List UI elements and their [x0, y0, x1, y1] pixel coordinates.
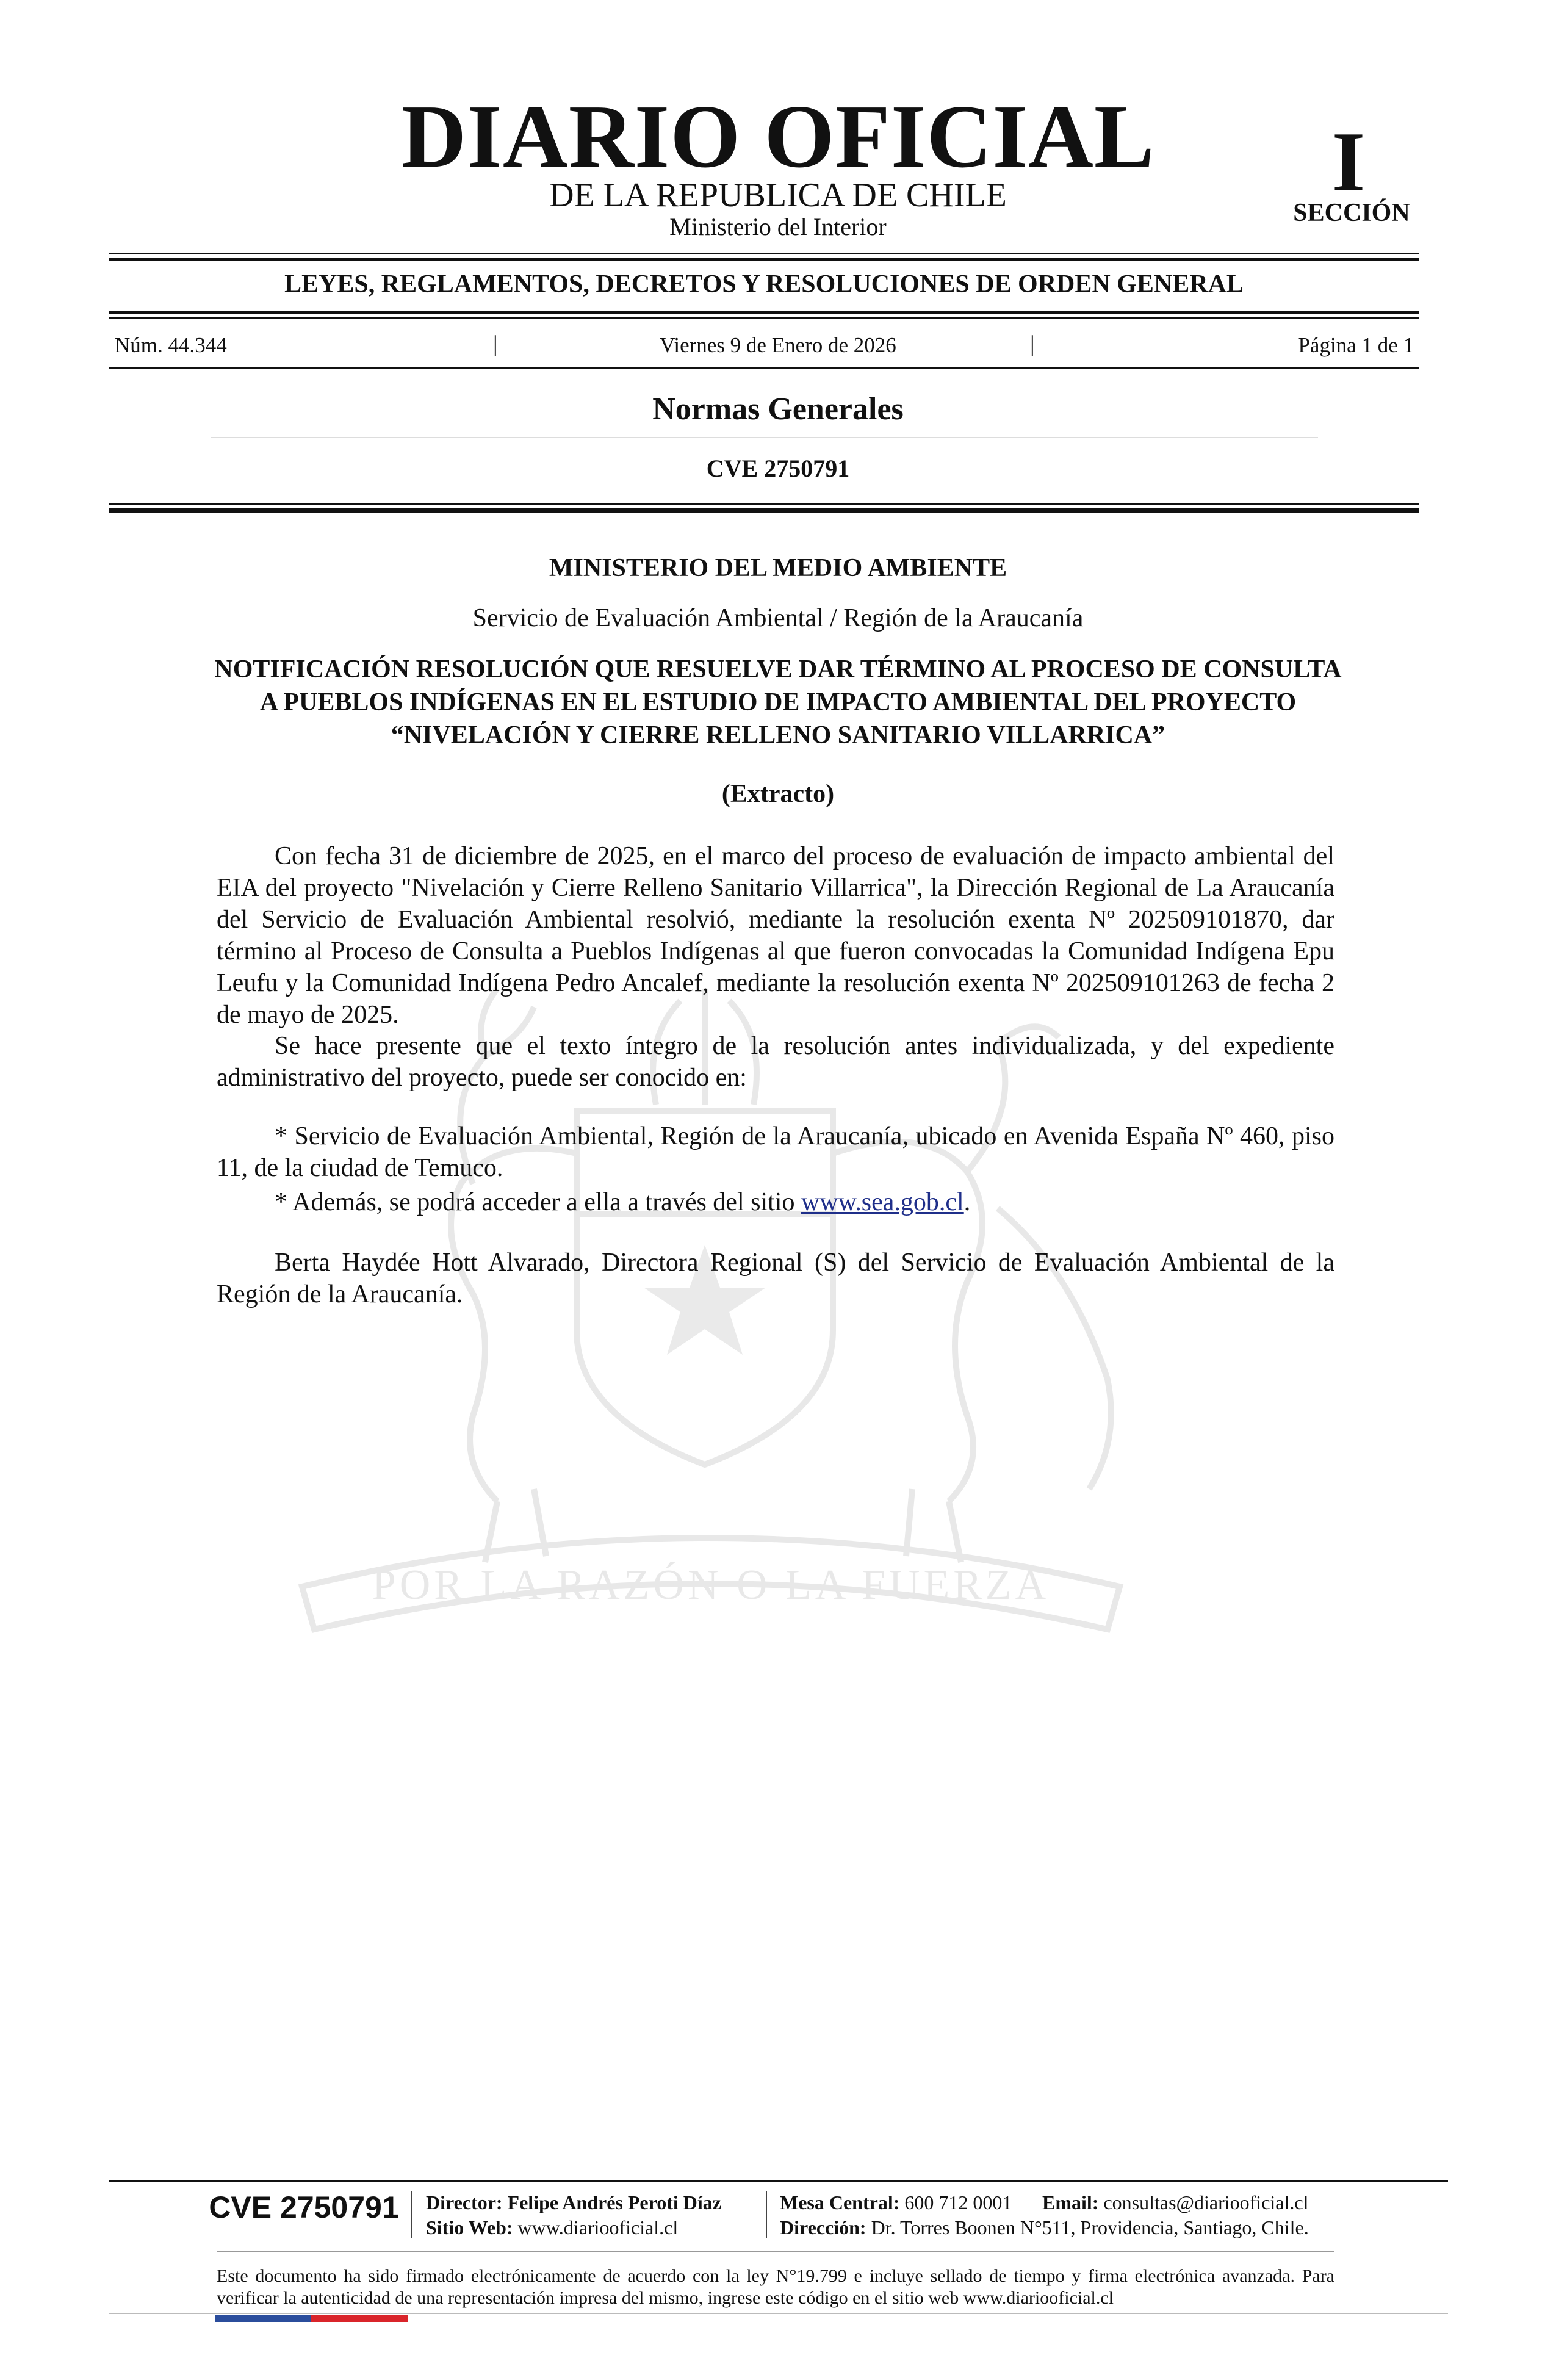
footer-rule: [109, 2180, 1448, 2182]
resolution-title: NOTIFICACIÓN RESOLUCIÓN QUE RESUELVE DAR TÉRMINO AL PROCESO DE CONSULTA A PUEBLOS INDÍGENAS EN EL ESTUDIO DE IMPACTO AMBIENTAL DEL PROYECTO “NIVELACIÓN Y CIERRE RELLENO SANITARIO VILLARRICA”: [214, 655, 1342, 749]
section-divider: [211, 437, 1318, 438]
footer-cve-code: CVE 2750791: [209, 2190, 399, 2224]
cve-rule: [109, 508, 1419, 513]
email-value[interactable]: consultas@diariooficial.cl: [1103, 2191, 1309, 2213]
section-number: I: [1331, 115, 1366, 209]
footer-divider: [411, 2191, 412, 2238]
sea-website-link[interactable]: www.sea.gob.cl: [801, 1188, 964, 1216]
issue-rule: [109, 367, 1419, 369]
footer-website: [426, 2218, 678, 2237]
site-label: Sitio Web:: [426, 2216, 513, 2238]
director-name: Felipe Andrés Peroti Díaz: [507, 2191, 721, 2213]
issue-date: Viernes 9 de Enero de 2026: [660, 333, 896, 357]
footer-email: [1042, 2193, 1308, 2212]
body-paragraph: Con fecha 31 de diciembre de 2025, en el marco del proceso de evaluación de impacto ambiental del EIA del proyecto "Nivelación y Cierre Relleno Sanitario Villarrica", la Dirección Regional de La Araucanía del Servicio de Evaluación Ambiental resolvió, mediante la resolución exenta Nº 202509101870, dar término al Proceso de Consulta a Pueblos Indígenas al que fueron convocadas la Comunidad Indígena Epu Leufu y la Comunidad Indígena Pedro Ancalef, mediante la resolución exenta Nº 202509101263 de fecha 2 de mayo de 2025.: [217, 842, 1334, 1029]
cve-rule: [109, 503, 1419, 505]
address-value: Dr. Torres Boonen N°511, Providencia, Santiago, Chile.: [871, 2216, 1309, 2238]
email-label: Email:: [1042, 2191, 1099, 2213]
website-prefix: * Además, se podrá acceder a ella a través del sitio: [275, 1188, 795, 1216]
service-subheading: Servicio de Evaluación Ambiental / Región de la Araucanía: [472, 604, 1084, 632]
flag-stripe-blue: [215, 2315, 311, 2322]
footer-phone: [780, 2193, 1012, 2212]
header-rule: [109, 258, 1419, 261]
newspaper-title: DIARIO OFICIAL: [401, 87, 1155, 187]
extract-label: (Extracto): [721, 780, 835, 808]
section-title: Normas Generales: [652, 392, 904, 427]
director-label: Director:: [426, 2191, 503, 2213]
banner-rule: [109, 317, 1419, 319]
issue-separator: |: [493, 331, 498, 357]
cve-code: CVE 2750791: [706, 455, 850, 482]
issue-separator: |: [1030, 331, 1035, 357]
address-label: Dirección:: [780, 2216, 866, 2238]
watermark-motto: POR LA RAZÓN O LA FUERZA: [372, 1562, 1050, 1609]
section-label: SECCIÓN: [1293, 199, 1410, 227]
website-paragraph: [217, 1186, 1334, 1218]
footer-address: [780, 2218, 1309, 2237]
website-suffix: .: [963, 1188, 971, 1216]
agency-heading: MINISTERIO DEL MEDIO AMBIENTE: [549, 554, 1007, 582]
newspaper-subtitle: DE LA REPUBLICA DE CHILE: [549, 176, 1007, 214]
laws-banner: LEYES, REGLAMENTOS, DECRETOS Y RESOLUCIONES DE ORDEN GENERAL: [284, 270, 1244, 298]
body-paragraph: Se hace presente que el texto íntegro de la resolución antes individualizada, y del expediente administrativo del proyecto, puede ser conocido en:: [217, 1032, 1334, 1092]
header-rule: [109, 253, 1419, 254]
address-paragraph: * Servicio de Evaluación Ambiental, Región de la Araucanía, ubicado en Avenida España Nº 460, piso 11, de la ciudad de Temuco.: [217, 1122, 1334, 1182]
footer-inner-rule: [217, 2251, 1334, 2252]
ministry-label: Ministerio del Interior: [669, 213, 887, 240]
flag-stripe-red: [311, 2315, 408, 2322]
mesa-label: Mesa Central:: [780, 2191, 900, 2213]
site-value[interactable]: www.diariooficial.cl: [517, 2216, 679, 2238]
footer-director: [426, 2193, 721, 2212]
issue-number: Núm. 44.344: [115, 333, 227, 357]
legal-notice: Este documento ha sido firmado electrónicamente de acuerdo con la ley N°19.799 e incluye sellado de tiempo y firma electrónica avanzada. Para verificar la autenticidad de una representación impresa del mismo, ingrese este código en el sitio web www.diariooficial.cl: [217, 2266, 1334, 2308]
footer-bottom-rule: [109, 2313, 1448, 2314]
footer-divider: [766, 2191, 767, 2238]
mesa-value: 600 712 0001: [904, 2191, 1012, 2213]
banner-rule: [109, 311, 1419, 314]
page-indicator: Página 1 de 1: [1298, 333, 1414, 357]
signature-paragraph: Berta Haydée Hott Alvarado, Directora Regional (S) del Servicio de Evaluación Ambiental de la Región de la Araucanía.: [217, 1249, 1334, 1308]
